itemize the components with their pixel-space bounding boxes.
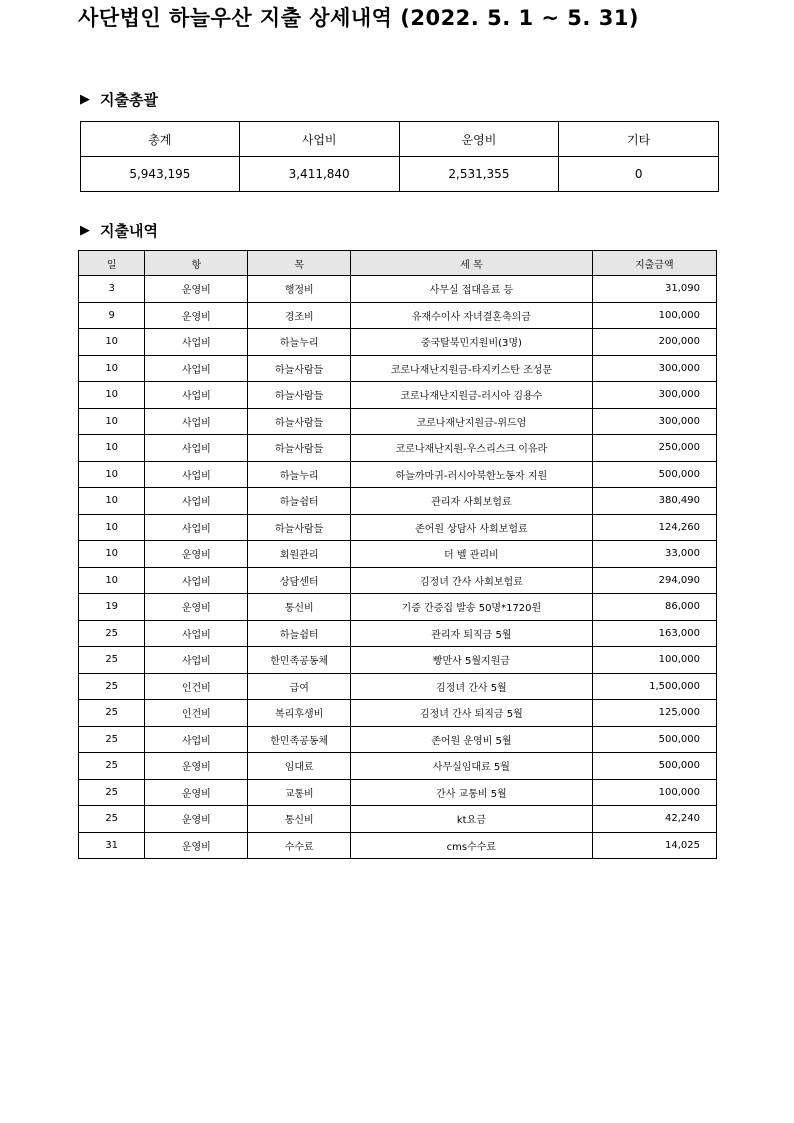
day-cell: 10 <box>79 541 145 568</box>
amount-cell: 1,500,000 <box>592 673 716 700</box>
triangle-right-icon: ▶ <box>80 223 90 238</box>
detail-cell: kt요금 <box>351 806 592 833</box>
table-row <box>79 832 717 859</box>
amount-cell: 300,000 <box>592 355 716 382</box>
day-cell: 10 <box>79 488 145 515</box>
table-row <box>79 726 717 753</box>
day-cell: 25 <box>79 647 145 674</box>
detail-cell: 존어원 운영비 5월 <box>351 726 592 753</box>
detail-cell: 코로나재난지원-우스리스크 이유라 <box>351 435 592 462</box>
day-cell: 10 <box>79 355 145 382</box>
category-cell: 운영비 <box>145 779 248 806</box>
day-cell: 3 <box>79 276 145 303</box>
detail-cell: 더 벨 관리비 <box>351 541 592 568</box>
item-cell: 급여 <box>248 673 351 700</box>
category-cell: 인건비 <box>145 700 248 727</box>
triangle-right-icon: ▶ <box>80 92 90 107</box>
table-row <box>79 647 717 674</box>
amount-cell: 42,240 <box>592 806 716 833</box>
item-cell: 행정비 <box>248 276 351 303</box>
amount-cell: 250,000 <box>592 435 716 462</box>
item-cell: 하늘쉼터 <box>248 488 351 515</box>
category-cell: 운영비 <box>145 806 248 833</box>
detail-cell: 코로나재난지원금-위드엄 <box>351 408 592 435</box>
detail-cell: 사무실임대료 5월 <box>351 753 592 780</box>
detail-section-label: 지출내역 <box>100 222 158 240</box>
table-row <box>79 620 717 647</box>
day-cell: 25 <box>79 673 145 700</box>
amount-cell: 86,000 <box>592 594 716 621</box>
category-cell: 사업비 <box>145 567 248 594</box>
summary-value-other: 0 <box>559 157 719 192</box>
amount-cell: 294,090 <box>592 567 716 594</box>
category-cell: 사업비 <box>145 382 248 409</box>
category-cell: 운영비 <box>145 753 248 780</box>
amount-cell: 200,000 <box>592 329 716 356</box>
table-row <box>79 435 717 462</box>
detail-table-body <box>79 276 717 859</box>
detail-header-row <box>79 251 717 276</box>
category-cell: 사업비 <box>145 329 248 356</box>
detail-cell: 간사 교통비 5월 <box>351 779 592 806</box>
item-cell: 하늘사람들 <box>248 514 351 541</box>
item-cell: 한민족공동체 <box>248 647 351 674</box>
day-cell: 25 <box>79 779 145 806</box>
table-row <box>79 594 717 621</box>
amount-cell: 300,000 <box>592 408 716 435</box>
detail-cell: 빵만사 5월지원금 <box>351 647 592 674</box>
day-cell: 10 <box>79 514 145 541</box>
amount-cell: 380,490 <box>592 488 716 515</box>
item-cell: 하늘사람들 <box>248 408 351 435</box>
header-category: 항 <box>145 251 248 276</box>
item-cell: 수수료 <box>248 832 351 859</box>
detail-table <box>78 250 717 859</box>
table-row <box>79 753 717 780</box>
table-row <box>79 355 717 382</box>
day-cell: 25 <box>79 726 145 753</box>
summary-header-operating: 운영비 <box>399 122 559 157</box>
detail-cell: 관리자 퇴직금 5월 <box>351 620 592 647</box>
detail-cell: 기증 간증집 발송 50명*1720원 <box>351 594 592 621</box>
day-cell: 25 <box>79 620 145 647</box>
item-cell: 상담센터 <box>248 567 351 594</box>
table-row <box>79 276 717 303</box>
detail-section-heading <box>80 220 158 241</box>
day-cell: 25 <box>79 700 145 727</box>
summary-value-row <box>81 157 719 192</box>
table-row <box>79 461 717 488</box>
item-cell: 회원관리 <box>248 541 351 568</box>
amount-cell: 500,000 <box>592 726 716 753</box>
amount-cell: 100,000 <box>592 302 716 329</box>
detail-cell: 하늘까마귀-러시아북한노동자 지원 <box>351 461 592 488</box>
day-cell: 10 <box>79 382 145 409</box>
day-cell: 10 <box>79 329 145 356</box>
detail-cell: cms수수료 <box>351 832 592 859</box>
item-cell: 한민족공동체 <box>248 726 351 753</box>
summary-table <box>80 121 719 192</box>
detail-cell: 코로나재난지원금-타지키스탄 조성문 <box>351 355 592 382</box>
detail-cell: 김정녀 간사 사회보험료 <box>351 567 592 594</box>
summary-header-other: 기타 <box>559 122 719 157</box>
page-title: 사단법인 하늘우산 지출 상세내역 (2022. 5. 1 ~ 5. 31) <box>78 6 640 30</box>
category-cell: 운영비 <box>145 276 248 303</box>
amount-cell: 100,000 <box>592 647 716 674</box>
day-cell: 9 <box>79 302 145 329</box>
item-cell: 교통비 <box>248 779 351 806</box>
summary-header-row <box>81 122 719 157</box>
detail-cell: 존어원 상담사 사회보험료 <box>351 514 592 541</box>
category-cell: 사업비 <box>145 461 248 488</box>
day-cell: 19 <box>79 594 145 621</box>
header-item: 목 <box>248 251 351 276</box>
category-cell: 사업비 <box>145 488 248 515</box>
category-cell: 사업비 <box>145 647 248 674</box>
category-cell: 사업비 <box>145 435 248 462</box>
amount-cell: 14,025 <box>592 832 716 859</box>
category-cell: 사업비 <box>145 408 248 435</box>
item-cell: 하늘누리 <box>248 461 351 488</box>
day-cell: 25 <box>79 753 145 780</box>
item-cell: 통신비 <box>248 594 351 621</box>
item-cell: 경조비 <box>248 302 351 329</box>
detail-cell: 김정녀 간사 퇴직금 5월 <box>351 700 592 727</box>
item-cell: 하늘쉼터 <box>248 620 351 647</box>
amount-cell: 163,000 <box>592 620 716 647</box>
category-cell: 사업비 <box>145 620 248 647</box>
table-row <box>79 302 717 329</box>
amount-cell: 33,000 <box>592 541 716 568</box>
day-cell: 25 <box>79 806 145 833</box>
amount-cell: 124,260 <box>592 514 716 541</box>
day-cell: 10 <box>79 408 145 435</box>
detail-cell: 김정녀 간사 5월 <box>351 673 592 700</box>
summary-header-business: 사업비 <box>239 122 399 157</box>
amount-cell: 31,090 <box>592 276 716 303</box>
table-row <box>79 779 717 806</box>
detail-cell: 유재수이사 자녀결혼축의금 <box>351 302 592 329</box>
summary-value-business: 3,411,840 <box>239 157 399 192</box>
amount-cell: 500,000 <box>592 753 716 780</box>
summary-section-heading <box>80 89 158 110</box>
item-cell: 하늘사람들 <box>248 435 351 462</box>
table-row <box>79 806 717 833</box>
category-cell: 운영비 <box>145 594 248 621</box>
header-amount: 지출금액 <box>592 251 716 276</box>
category-cell: 운영비 <box>145 302 248 329</box>
table-row <box>79 514 717 541</box>
day-cell: 10 <box>79 435 145 462</box>
category-cell: 인건비 <box>145 673 248 700</box>
summary-value-total: 5,943,195 <box>81 157 240 192</box>
item-cell: 복리후생비 <box>248 700 351 727</box>
item-cell: 임대료 <box>248 753 351 780</box>
category-cell: 운영비 <box>145 832 248 859</box>
item-cell: 하늘누리 <box>248 329 351 356</box>
header-day: 일 <box>79 251 145 276</box>
header-detail: 세 목 <box>351 251 592 276</box>
category-cell: 사업비 <box>145 726 248 753</box>
amount-cell: 300,000 <box>592 382 716 409</box>
amount-cell: 500,000 <box>592 461 716 488</box>
detail-cell: 사무실 접대음료 등 <box>351 276 592 303</box>
item-cell: 하늘사람들 <box>248 382 351 409</box>
table-row <box>79 382 717 409</box>
item-cell: 통신비 <box>248 806 351 833</box>
table-row <box>79 329 717 356</box>
day-cell: 10 <box>79 461 145 488</box>
detail-cell: 코로나재난지원금-러시아 김용수 <box>351 382 592 409</box>
table-row <box>79 567 717 594</box>
day-cell: 10 <box>79 567 145 594</box>
category-cell: 운영비 <box>145 541 248 568</box>
detail-cell: 중국탈북민지원비(3명) <box>351 329 592 356</box>
item-cell: 하늘사람들 <box>248 355 351 382</box>
table-row <box>79 408 717 435</box>
table-row <box>79 541 717 568</box>
summary-value-operating: 2,531,355 <box>399 157 559 192</box>
table-row <box>79 673 717 700</box>
day-cell: 31 <box>79 832 145 859</box>
detail-cell: 관리자 사회보험료 <box>351 488 592 515</box>
summary-header-total: 총계 <box>81 122 240 157</box>
amount-cell: 125,000 <box>592 700 716 727</box>
summary-section-label: 지출총괄 <box>100 91 158 109</box>
category-cell: 사업비 <box>145 514 248 541</box>
table-row <box>79 488 717 515</box>
table-row <box>79 700 717 727</box>
category-cell: 사업비 <box>145 355 248 382</box>
amount-cell: 100,000 <box>592 779 716 806</box>
